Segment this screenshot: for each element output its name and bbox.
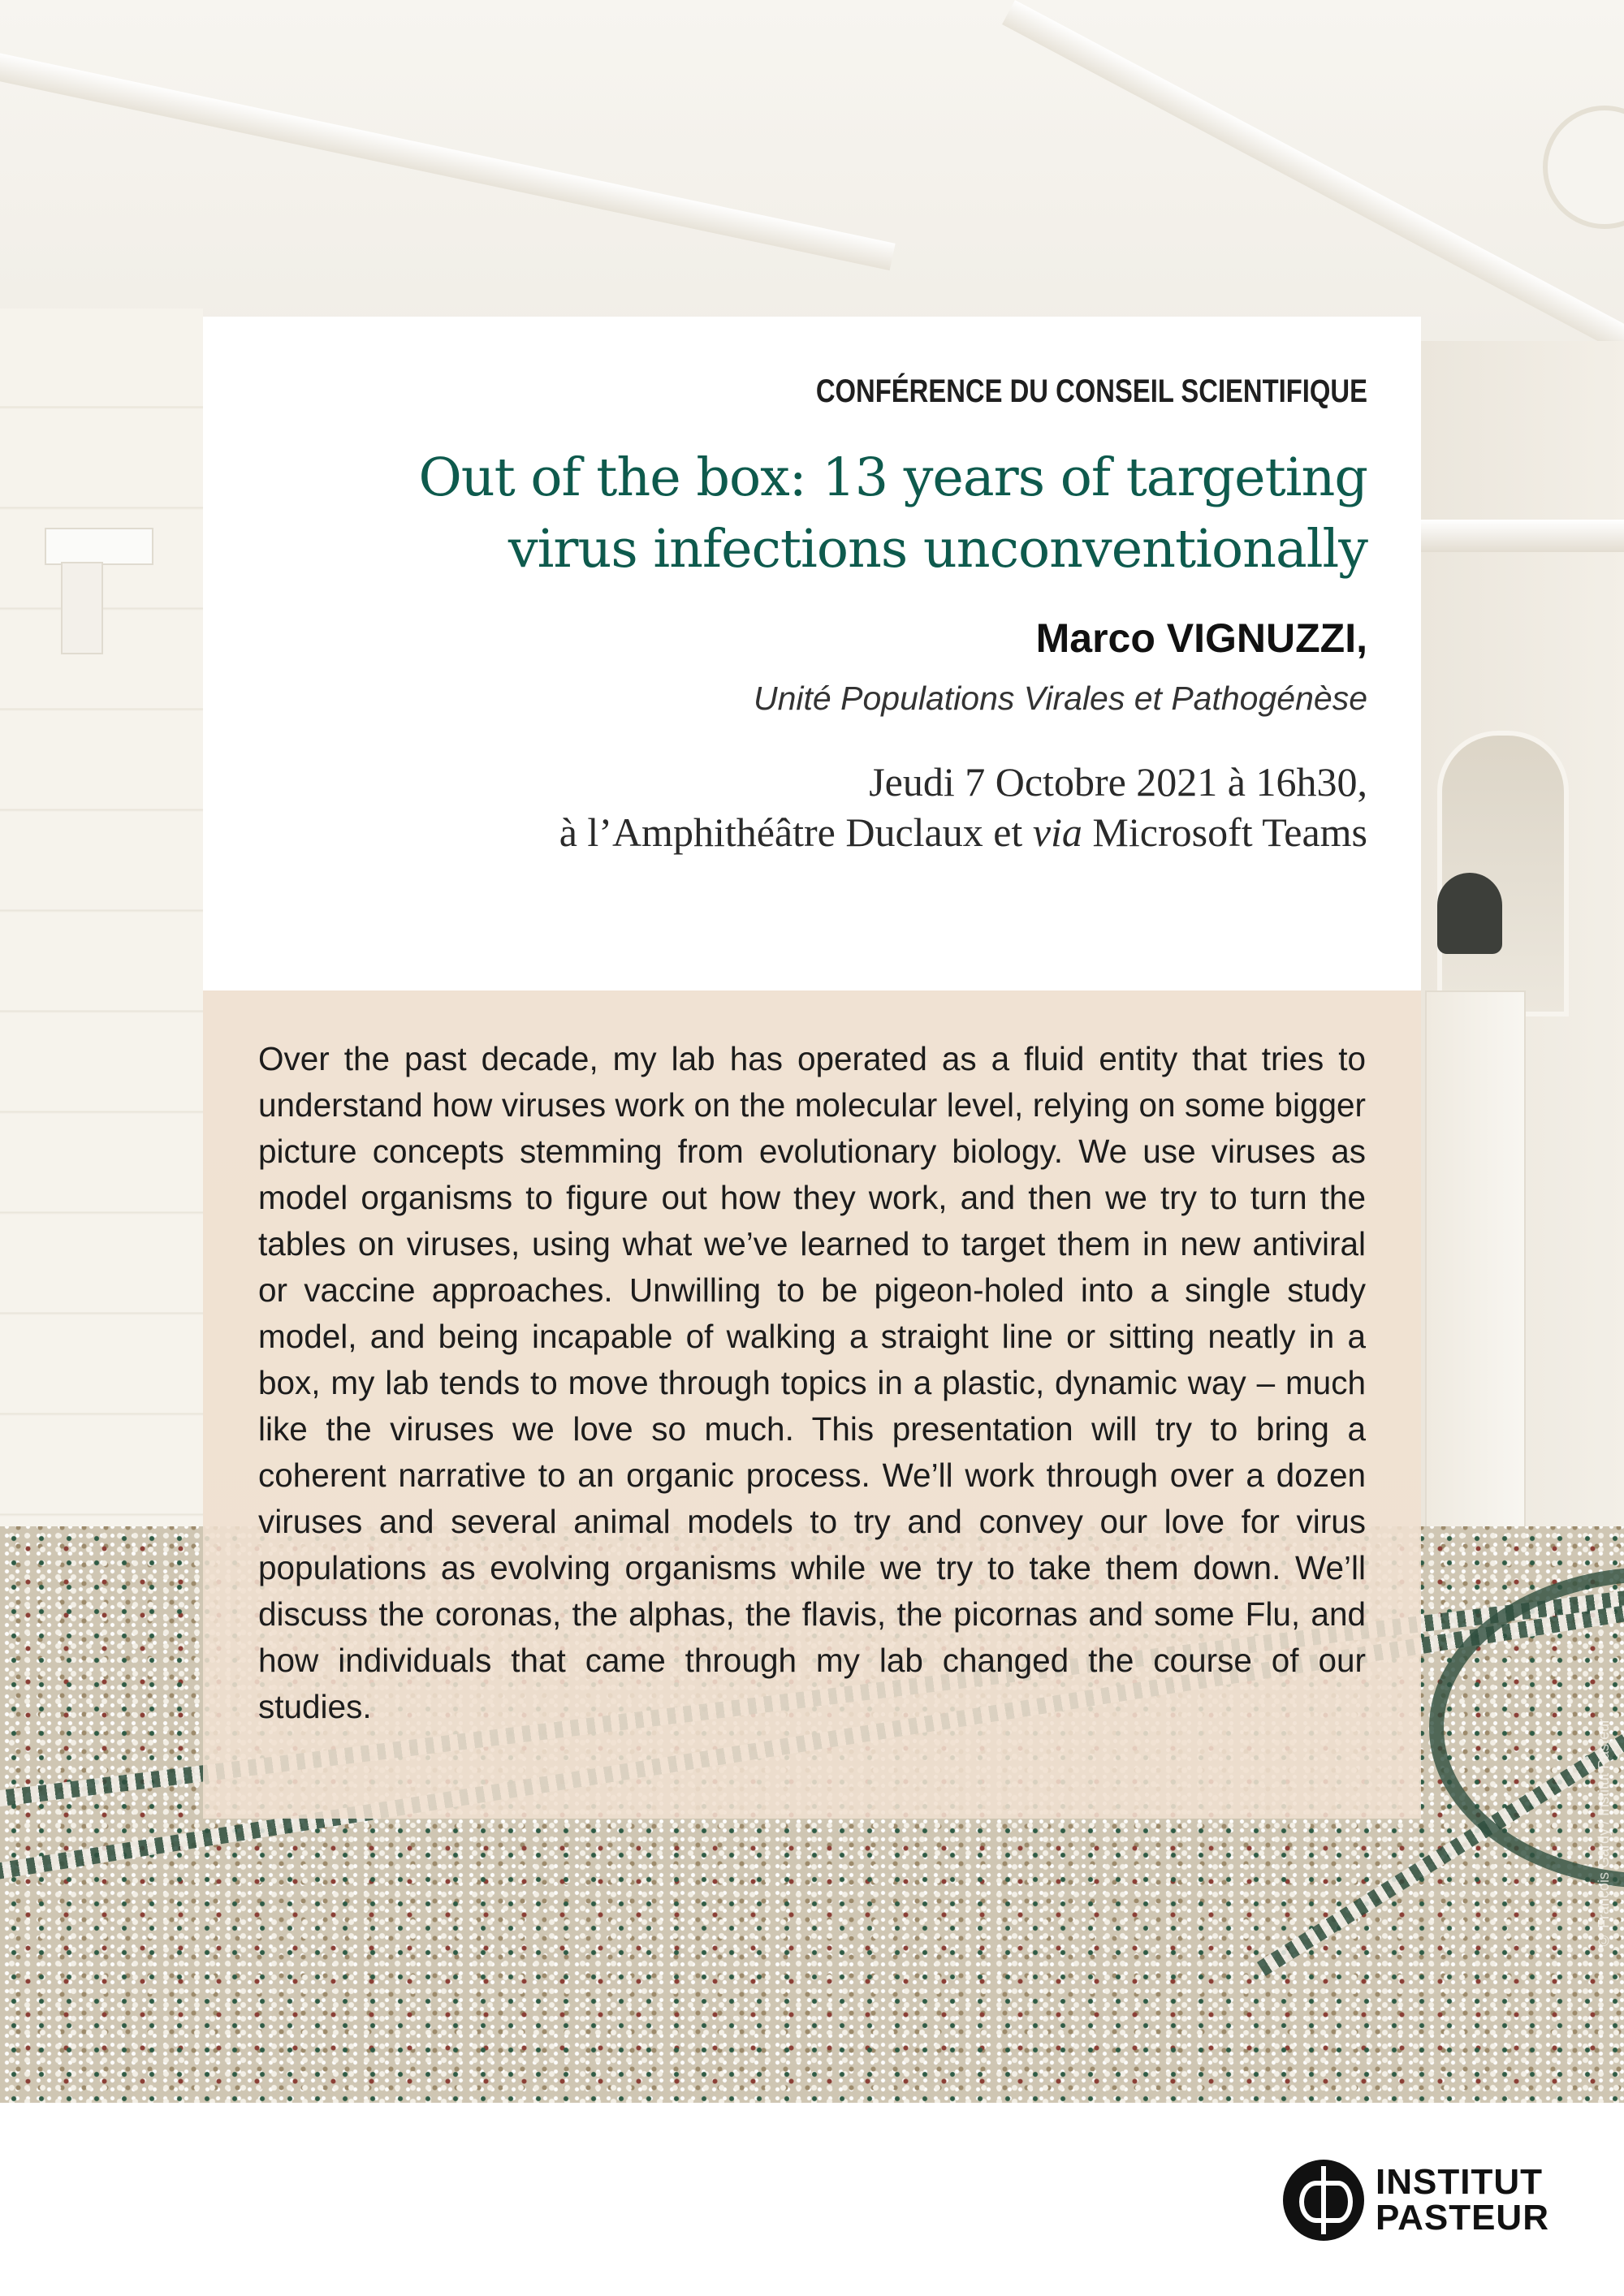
talk-title bbox=[257, 442, 1367, 585]
wall-niche bbox=[1437, 731, 1569, 1016]
photo-credit: © François Gardy / Institut Pasteur bbox=[1596, 1718, 1612, 1949]
header-box bbox=[203, 317, 1421, 990]
logo-line1: INSTITUT bbox=[1376, 2162, 1543, 2202]
bronze-bust bbox=[1437, 873, 1502, 954]
event-series: CONFÉRENCE DU CONSEIL SCIENTIFIQUE bbox=[815, 373, 1367, 409]
wall-lamp-stem bbox=[61, 562, 103, 654]
pedestal bbox=[1425, 990, 1526, 1603]
institut-pasteur-logo-icon bbox=[1283, 2160, 1364, 2241]
venue-platform: Microsoft Teams bbox=[1082, 809, 1367, 855]
wall-lamp bbox=[45, 528, 153, 565]
abstract-text: Over the past decade, my lab has operated as a fluid entity that tries to understand how viruses work on the molecular level, relying on some bigger picture concepts stemming from evolutionary biology. We use viruses as model organisms to figure out how they work, and then we try to turn the tables on viruses, using what we’ve learned to target them in new antiviral or vaccine approaches. Unwilling to be pigeon-holed into a single study model, and being incapable of walking a straight line or sitting neatly in a box, my lab tends to move through topics in a plastic, dynamic way – much like the viruses we love so much. This presentation will try to bring a coherent narrative to an organic process. We’ll work through over a dozen viruses and several animal models to try and convey our love for virus populations as evolving organisms while we try to take them down. We’ll discuss the coronas, the alphas, the flavis, the picornas and some Flu, and how individuals that came through my lab changed the course of our studies. bbox=[258, 1040, 1366, 1725]
event-venue bbox=[257, 807, 1367, 857]
talk-title-line2: virus infections unconventionally bbox=[508, 519, 1367, 580]
content-panel bbox=[203, 317, 1421, 1819]
speaker-unit: Unité Populations Virales et Pathogénèse bbox=[754, 680, 1367, 717]
talk-title-line1: Out of the box: 13 years of targeting bbox=[418, 447, 1367, 508]
institut-pasteur-logo bbox=[1283, 2156, 1559, 2245]
event-date: Jeudi 7 Octobre 2021 à 16h30, bbox=[869, 759, 1367, 805]
logo-line2: PASTEUR bbox=[1376, 2198, 1549, 2238]
venue-text: à l’Amphithéâtre Duclaux et bbox=[559, 809, 1033, 855]
ceiling bbox=[0, 0, 1624, 341]
speaker-name: Marco VIGNUZZI, bbox=[1035, 615, 1367, 661]
venue-via: via bbox=[1032, 809, 1082, 855]
logo-wordmark bbox=[1376, 2164, 1549, 2236]
cornice-right bbox=[1421, 520, 1624, 552]
abstract-box bbox=[203, 990, 1421, 1819]
